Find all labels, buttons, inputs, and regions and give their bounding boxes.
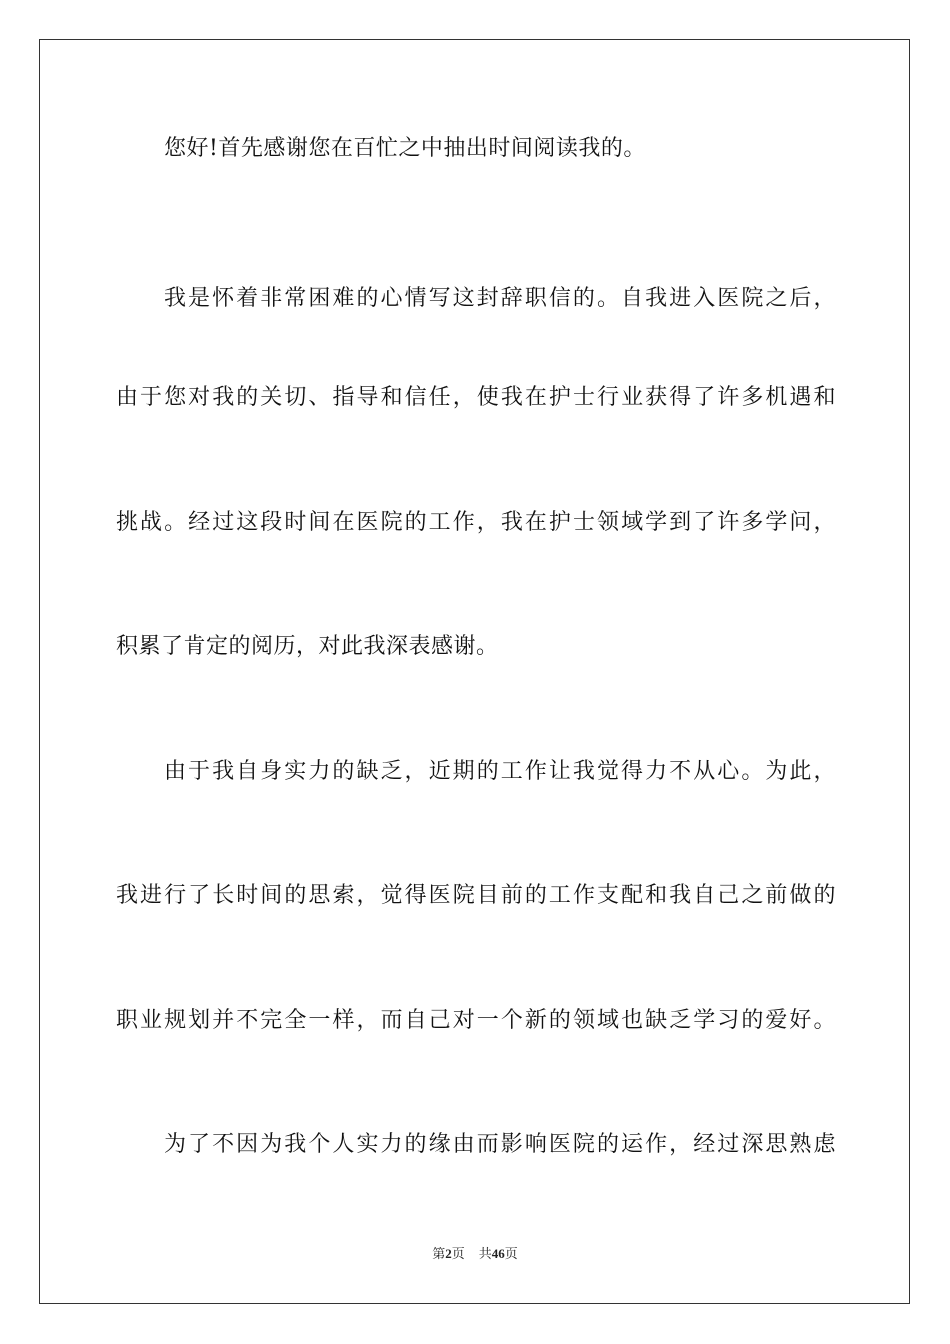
total-prefix: 共 <box>478 1246 492 1261</box>
paragraph-line-2: 我是怀着非常困难的心情写这封辞职信的。自我进入医院之后， <box>164 286 836 311</box>
page-suffix: 页 <box>451 1246 465 1261</box>
page-prefix: 第 <box>432 1246 446 1261</box>
paragraph-line-8: 职业规划并不完全一样，而自己对一个新的领域也缺乏学习的爱好。 <box>116 1008 836 1033</box>
paragraph-line-5: 积累了肯定的阅历，对此我深表感谢。 <box>116 634 499 659</box>
page-number: 2 <box>445 1246 452 1261</box>
paragraph-line-9: 为了不因为我个人实力的缘由而影响医院的运作，经过深思熟虑 <box>164 1132 836 1157</box>
paragraph-line-6: 由于我自身实力的缺乏，近期的工作让我觉得力不从心。为此， <box>164 759 836 784</box>
total-suffix: 页 <box>504 1246 518 1261</box>
page-footer <box>0 1245 950 1263</box>
page-border <box>39 39 910 1304</box>
paragraph-line-1: 您好!首先感谢您在百忙之中抽出时间阅读我的。 <box>164 136 646 161</box>
paragraph-line-7: 我进行了长时间的思索，觉得医院目前的工作支配和我自己之前做的 <box>116 883 836 908</box>
paragraph-line-4: 挑战。经过这段时间在医院的工作，我在护士领域学到了许多学问， <box>116 510 836 535</box>
total-pages: 46 <box>491 1246 505 1261</box>
paragraph-line-3: 由于您对我的关切、指导和信任，使我在护士行业获得了许多机遇和 <box>116 385 836 410</box>
